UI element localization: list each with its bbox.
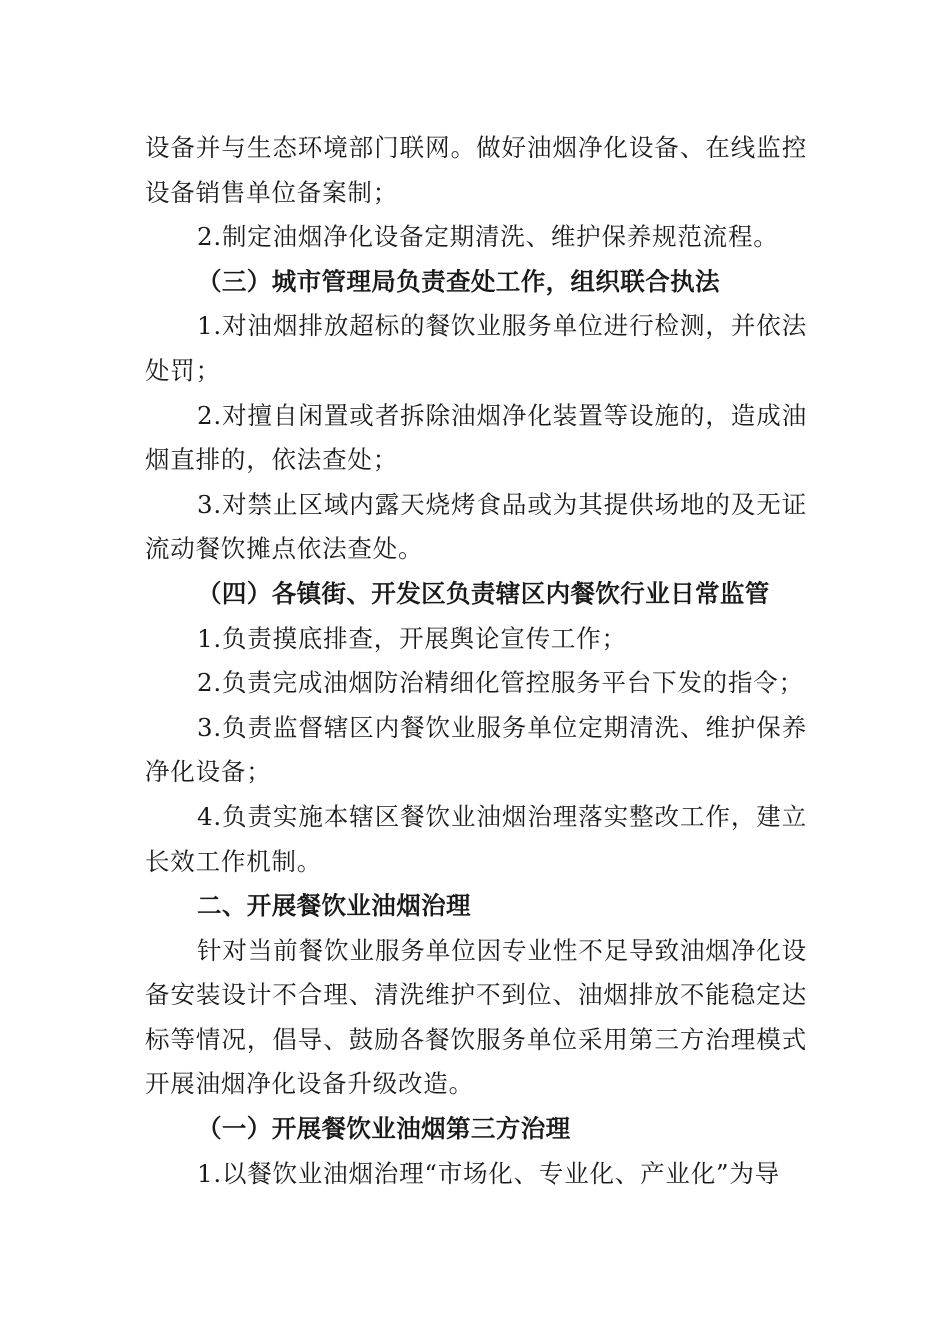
paragraph-9: 2.负责完成油烟防治精细化管控服务平台下发的指令； xyxy=(197,668,804,698)
section-heading-3: （三）城市管理局负责查处工作，组织联合执法 xyxy=(197,266,720,296)
paragraph-10: 3.负责监督辖区内餐饮业服务单位定期清洗、维护保养净化设备； xyxy=(145,712,807,787)
paragraph-15: 1.以餐饮业油烟治理“市场化、专业化、产业化”为导 xyxy=(197,1158,780,1188)
paragraph-2: 2.制定油烟净化设备定期清洗、维护保养规范流程。 xyxy=(197,222,779,252)
paragraph-6: 3.对禁止区域内露天烧烤食品或为其提供场地的及无证流动餐饮摊点依法查处。 xyxy=(145,489,807,564)
paragraph-1: 设备并与生态环境部门联网。做好油烟净化设备、在线监控设备销售单位备案制； xyxy=(145,133,807,207)
chapter-heading-2: 二、开展餐饮业油烟治理 xyxy=(197,891,471,921)
paragraph-5: 2.对擅自闲置或者拆除油烟净化装置等设施的，造成油烟直排的，依法查处； xyxy=(145,400,807,475)
section-heading-4: （四）各镇街、开发区负责辖区内餐饮行业日常监管 xyxy=(197,578,770,608)
section-heading-1: （一）开展餐饮业油烟第三方治理 xyxy=(197,1114,571,1144)
paragraph-4: 1.对油烟排放超标的餐饮业服务单位进行检测，并依法处罚； xyxy=(145,311,807,385)
document-body xyxy=(145,126,807,1196)
paragraph-11: 4.负责实施本辖区餐饮业油烟治理落实整改工作，建立长效工作机制。 xyxy=(145,801,807,876)
paragraph-8: 1.负责摸底排查，开展舆论宣传工作； xyxy=(197,623,627,653)
paragraph-13: 针对当前餐饮业服务单位因专业性不足导致油烟净化设备安装设计不合理、清洗维护不到位、油烟排放不能稳定达标等情况，倡导、鼓励各餐饮服务单位采用第三方治理模式开展油烟净化设备升级改造。 xyxy=(145,935,807,1099)
